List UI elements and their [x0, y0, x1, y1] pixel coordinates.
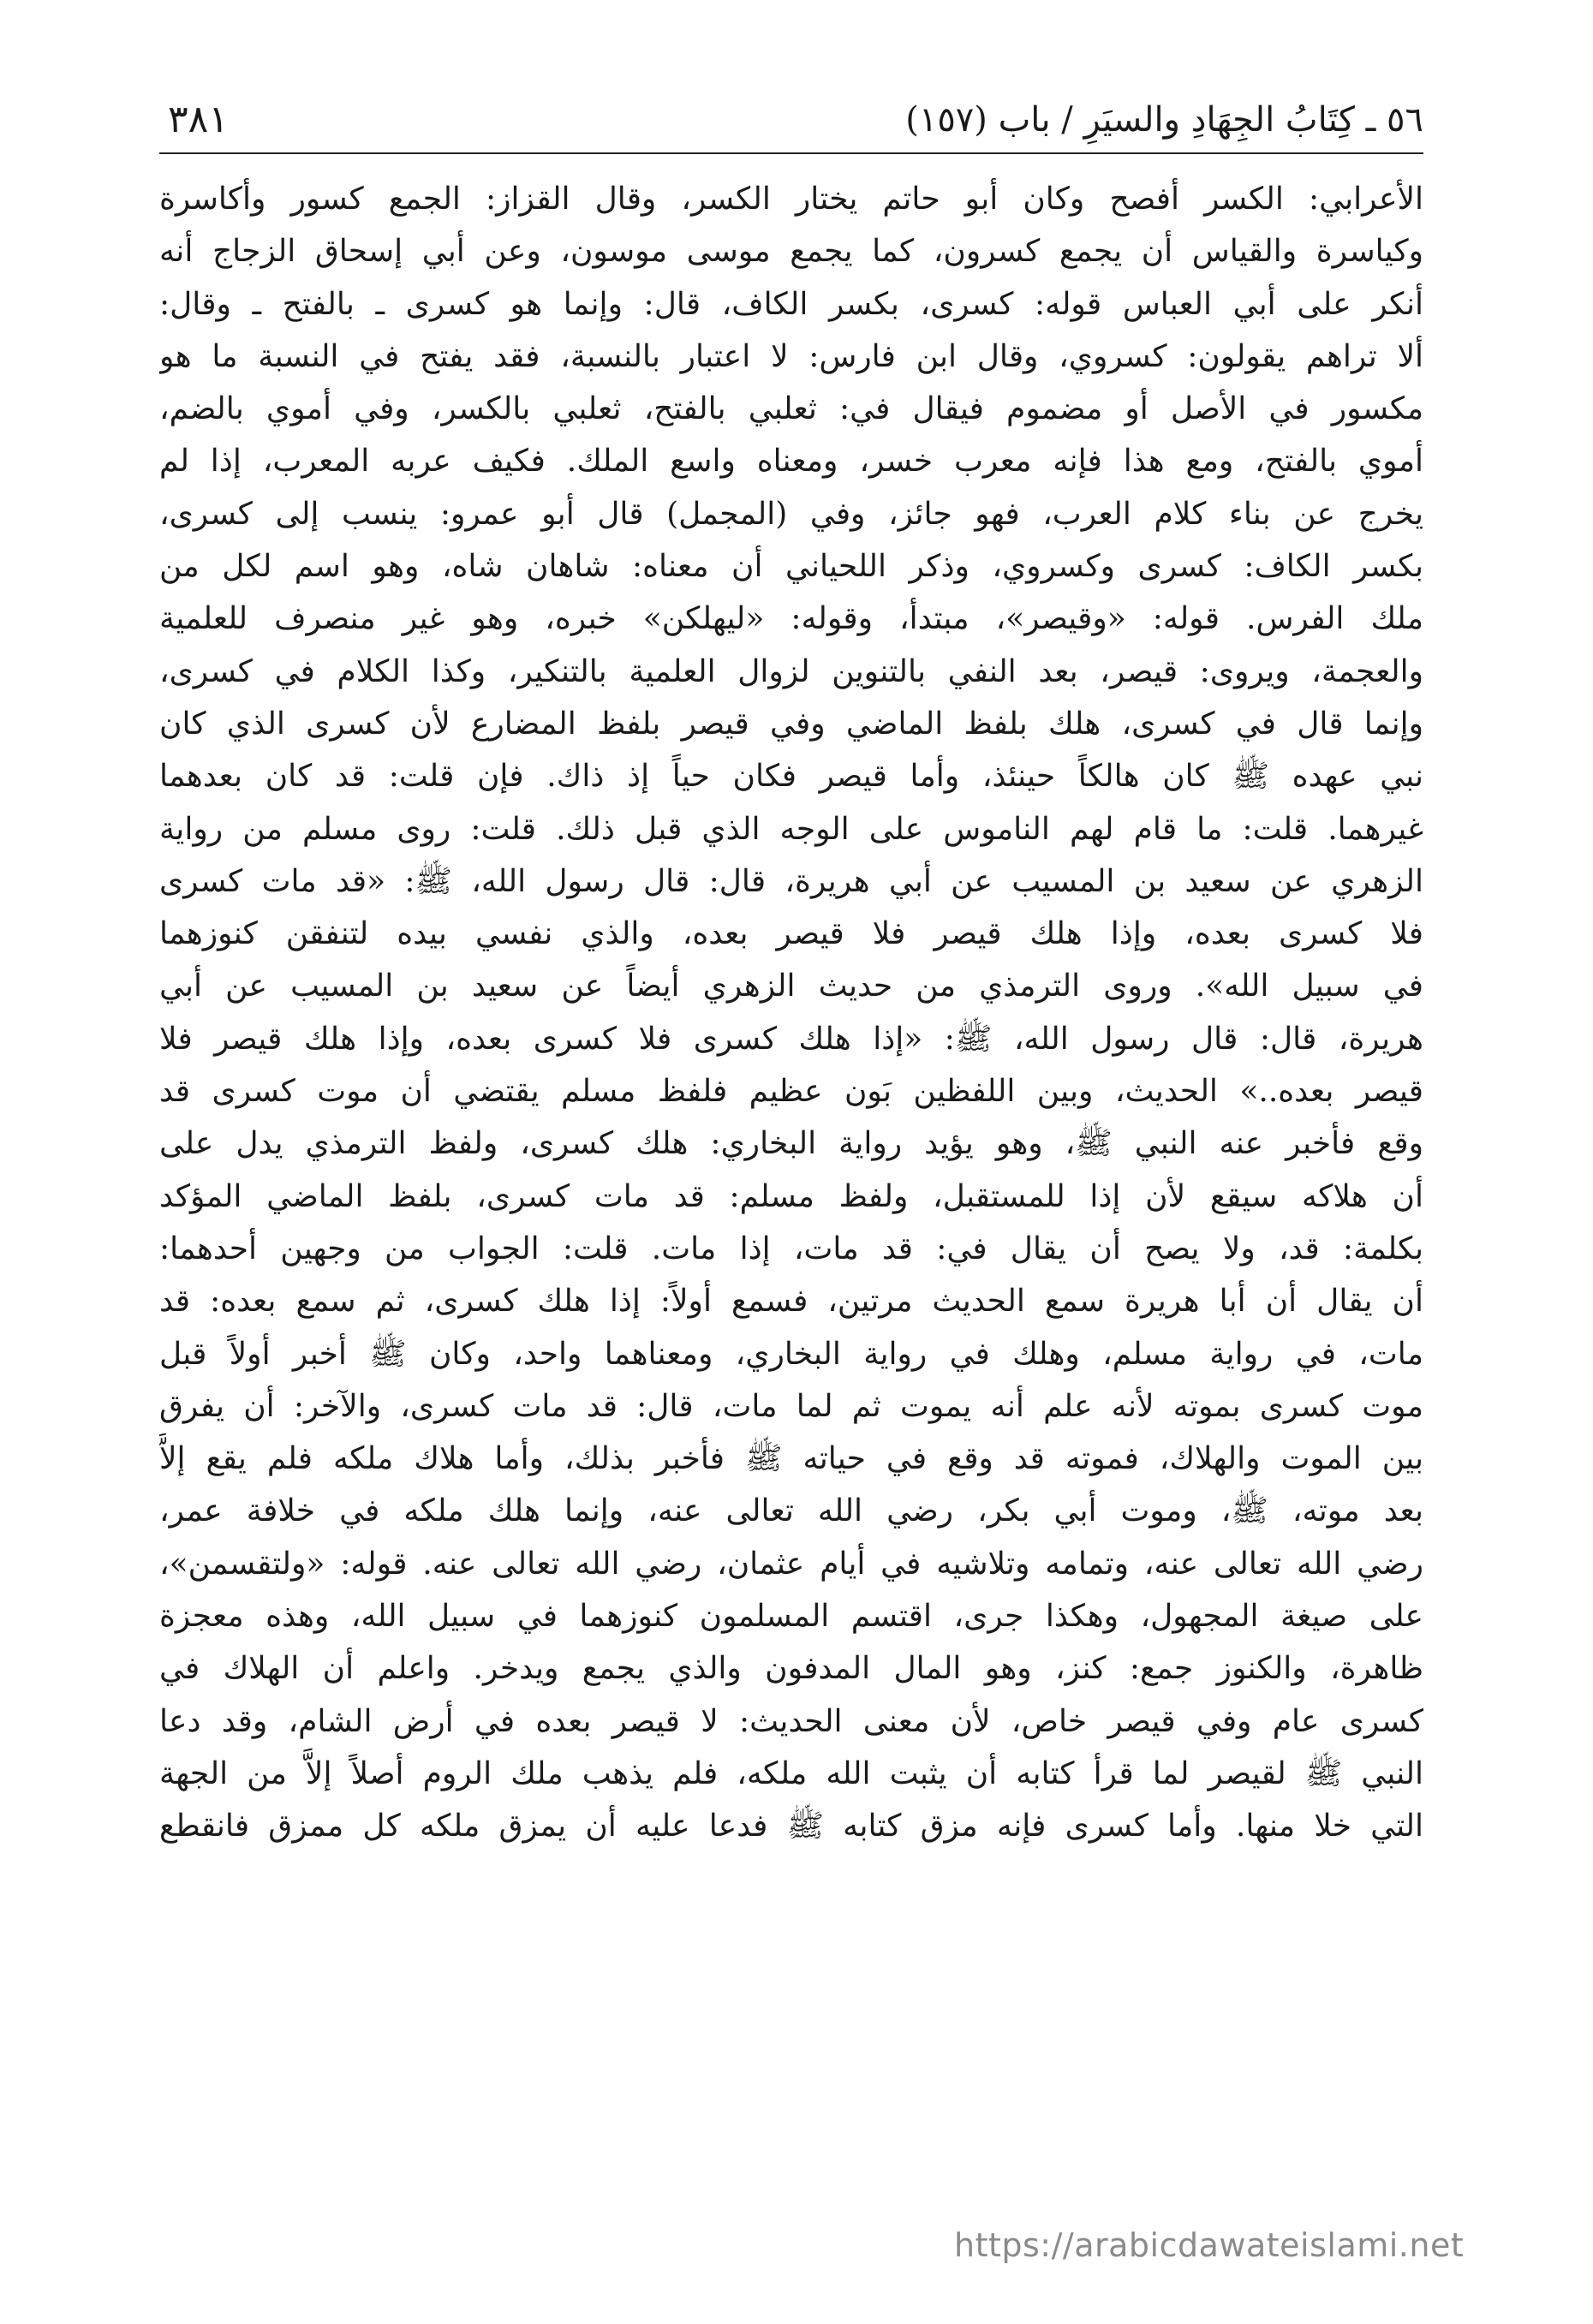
text-line: في سبيل الله». وروى الترمذي من حديث الزهري أيضاً عن سعيد بن المسيب عن أبي — [159, 968, 1423, 1004]
page-number: ٣٨١ — [168, 98, 229, 141]
text-line: أن هلاكه سيقع لأن إذا للمستقبل، ولفظ مسلم: قد مات كسرى، بلفظ الماضي المؤكد — [159, 1178, 1423, 1214]
text-line: كسرى عام وفي قيصر خاص، لأن معنى الحديث: لا قيصر بعده في أرض الشام، وقد دعا — [159, 1703, 1423, 1739]
text-line: على صيغة المجهول، وهكذا جرى، اقتسم المسلمون كنوزهما في سبيل الله، وهذه معجزة — [159, 1599, 1423, 1635]
text-line: مات، في رواية مسلم، وهلك في رواية البخاري، ومعناهما واحد، وكان ﷺ أخبر أولاً قبل — [159, 1336, 1423, 1372]
text-line: غيرهما. قلت: ما قام لهم الناموس على الوجه الذي قبل ذلك. قلت: روى مسلم من رواية — [159, 811, 1423, 847]
text-line: رضي الله تعالى عنه، وتمامه وتلاشيه في أيام عثمان، رضي الله تعالى عنه. قوله: «ولتقسمن»، — [159, 1546, 1423, 1582]
text-line: هريرة، قال: قال رسول الله، ﷺ: «إذا هلك كسرى فلا كسرى بعده، وإذا هلك قيصر فلا — [159, 1021, 1423, 1057]
text-line: والعجمة، ويروى: قيصر، بعد النفي بالتنوين لزوال العلمية بالتنكير، وكذا الكلام في كسرى، — [159, 653, 1423, 689]
text-body — [159, 173, 1423, 1853]
text-line: بكسر الكاف: كسرى وكسروي، وذكر اللحياني أن معناه: شاهان شاه، وهو اسم لكل من — [159, 549, 1423, 585]
running-header — [159, 92, 1423, 154]
chapter-title: ٥٦ ـ كِتَابُ الجِهَادِ والسيَرِ / باب (١٥٧) — [905, 100, 1423, 140]
text-line: وإنما قال في كسرى، هلك بلفظ الماضي وفي قيصر بلفظ المضارع لأن كسرى الذي كان — [159, 706, 1423, 742]
text-line: بعد موته، ﷺ، وموت أبي بكر، رضي الله تعالى عنه، وإنما هلك ملكه في خلافة عمر، — [159, 1493, 1423, 1529]
text-line: وكياسرة والقياس أن يجمع كسرون، كما يجمع موسى موسون، وعن أبي إسحاق الزجاج أنه — [159, 234, 1423, 270]
text-line: النبي ﷺ لقيصر لما قرأ كتابه أن يثبت الله ملكه، فلم يذهب ملك الروم أصلاً إلاَّ من الجهة — [159, 1755, 1423, 1791]
text-line: الزهري عن سعيد بن المسيب عن أبي هريرة، قال: قال رسول الله، ﷺ: «قد مات كسرى — [159, 863, 1423, 899]
text-line: أن يقال أن أبا هريرة سمع الحديث مرتين، فسمع أولاً: إذا هلك كسرى، ثم سمع بعده: قد — [159, 1284, 1423, 1320]
text-line: يخرج عن بناء كلام العرب، فهو جائز، وفي (المجمل) قال أبو عمرو: ينسب إلى كسرى، — [159, 496, 1423, 532]
text-line: الأعرابي: الكسر أفصح وكان أبو حاتم يختار الكسر، وقال القزاز: الجمع كسور وأكاسرة — [159, 182, 1423, 217]
text-line: أنكر على أبي العباس قوله: كسرى، بكسر الكاف، قال: وإنما هو كسرى ـ بالفتح ـ وقال: — [159, 286, 1423, 322]
text-line: نبي عهده ﷺ كان هالكاً حينئذ، وأما قيصر فكان حياً إذ ذاك. فإن قلت: قد كان بعدهما — [159, 759, 1423, 795]
text-line: مكسور في الأصل أو مضموم فيقال في: ثعلبي بالفتح، ثعلبي بالكسر، وفي أموي بالضم، — [159, 391, 1423, 427]
text-line: ظاهرة، والكنوز جمع: كنز، وهو المال المدفون والذي يجمع ويدخر. واعلم أن الهلاك في — [159, 1651, 1423, 1687]
text-line: موت كسرى بموته لأنه علم أنه يموت ثم لما مات، قال: قد مات كسرى، والآخر: أن يفرق — [159, 1388, 1423, 1424]
text-line: ملك الفرس. قوله: «وقيصر»، مبتدأ، وقوله: «ليهلكن» خبره، وهو غير منصرف للعلمية — [159, 601, 1423, 637]
text-line: بين الموت والهلاك، فموته قد وقع في حياته ﷺ فأخبر بذلك، وأما هلاك ملكه فلم يقع إلاَّ — [159, 1441, 1423, 1477]
text-line: ألا تراهم يقولون: كسروي، وقال ابن فارس: لا اعتبار بالنسبة، فقد يفتح في النسبة ما هو — [159, 338, 1423, 374]
text-line: فلا كسرى بعده، وإذا هلك قيصر فلا قيصر بعده، والذي نفسي بيده لتنفقن كنوزهما — [159, 916, 1423, 952]
text-line: التي خلا منها. وأما كسرى فإنه مزق كتابه ﷺ فدعا عليه أن يمزق ملكه كل ممزق فانقطع — [159, 1809, 1423, 1844]
watermark-url: https://arabicdawateislami.net — [954, 2226, 1465, 2264]
text-line: أموي بالفتح، ومع هذا فإنه معرب خسر، ومعناه واسع الملك. فكيف عربه المعرب، إذا لم — [159, 444, 1423, 480]
text-line: بكلمة: قد، ولا يصح أن يقال في: قد مات، إذا مات. قلت: الجواب من وجهين أحدهما: — [159, 1231, 1423, 1266]
text-line: قيصر بعده..» الحديث، وبين اللفظين بَون عظيم فلفظ مسلم يقتضي أن موت كسرى قد — [159, 1074, 1423, 1110]
text-line: وقع فأخبر عنه النبي ﷺ، وهو يؤيد رواية البخاري: هلك كسرى، ولفظ الترمذي يدل على — [159, 1126, 1423, 1162]
